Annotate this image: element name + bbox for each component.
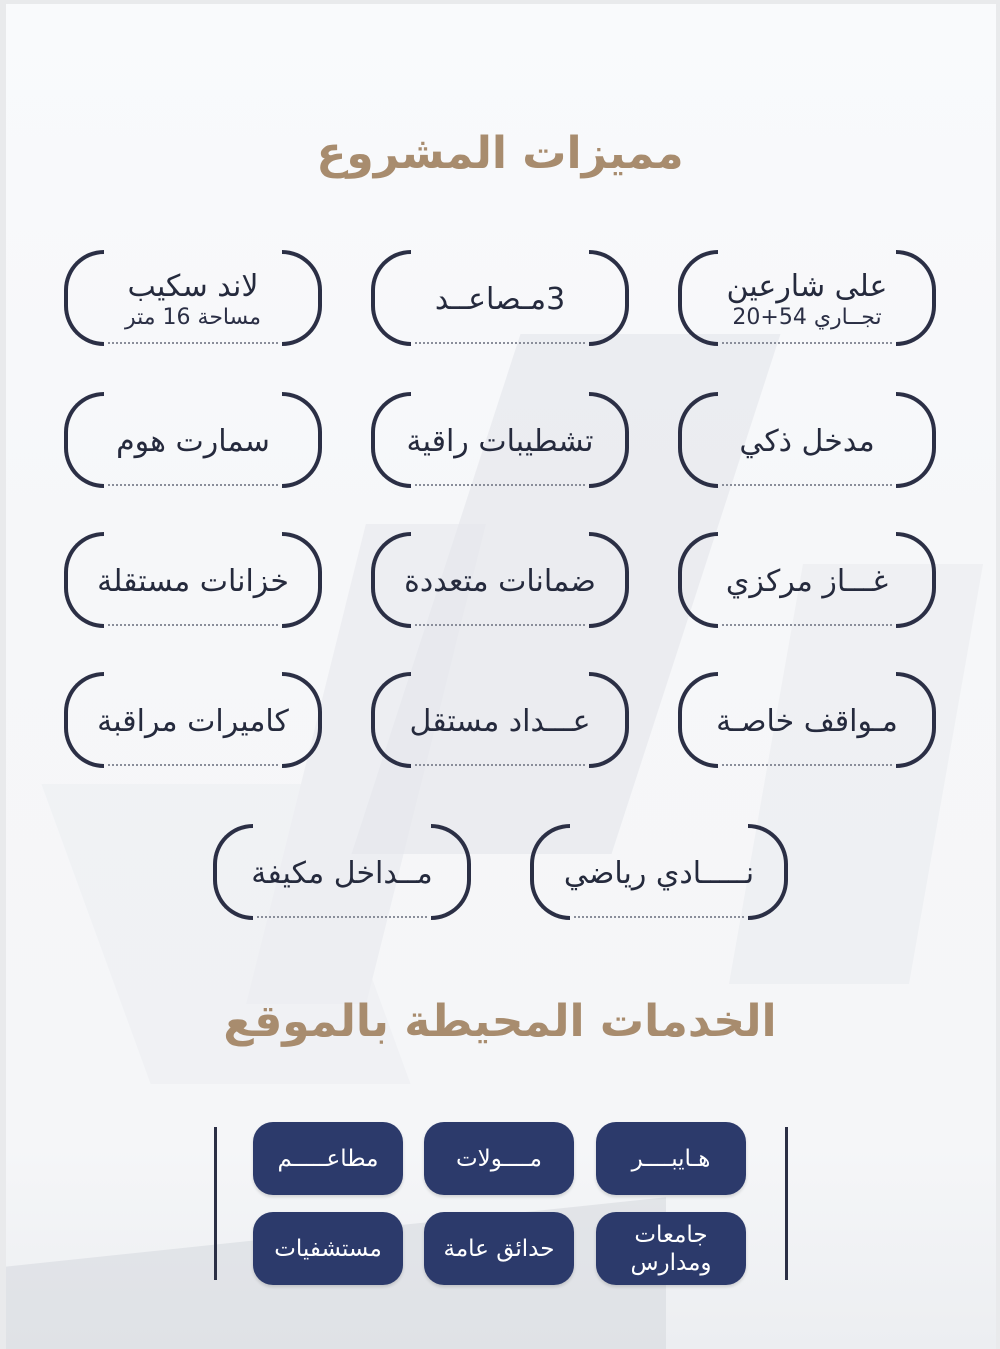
left-bracket-icon bbox=[371, 250, 411, 346]
feature-landscape bbox=[64, 250, 322, 350]
left-bracket-icon bbox=[678, 672, 718, 768]
feature-label: نـــــادي رياضي bbox=[563, 856, 755, 891]
right-bracket-icon bbox=[431, 824, 471, 920]
service-malls: مــــولات bbox=[424, 1122, 574, 1195]
service-hyper: هـايبــــر bbox=[596, 1122, 746, 1195]
feature-label: خزانات مستقلة bbox=[97, 564, 289, 599]
services-title: الخدمات المحيطة بالموقع bbox=[223, 996, 777, 1047]
feature-private-parking bbox=[678, 672, 936, 772]
feature-sports-club bbox=[530, 824, 788, 924]
feature-independent-tanks bbox=[64, 532, 322, 632]
service-hospitals: مستشفيات bbox=[253, 1212, 403, 1285]
feature-sublabel: تجــاري 54+20 bbox=[732, 305, 882, 330]
feature-label: مـواقف خاصـة bbox=[716, 704, 898, 739]
left-bracket-icon bbox=[64, 250, 104, 346]
right-bracket-icon bbox=[748, 824, 788, 920]
right-bracket-icon bbox=[282, 532, 322, 628]
feature-label: لاند سكيب bbox=[127, 269, 259, 304]
features-title: مميزات المشروع bbox=[316, 128, 684, 179]
dotted-divider bbox=[108, 484, 278, 486]
dotted-divider bbox=[722, 484, 892, 486]
right-divider-line bbox=[785, 1127, 788, 1280]
left-bracket-icon bbox=[371, 392, 411, 488]
right-bracket-icon bbox=[896, 250, 936, 346]
feature-two-streets bbox=[678, 250, 936, 350]
left-bracket-icon bbox=[64, 532, 104, 628]
dotted-divider bbox=[722, 764, 892, 766]
dotted-divider bbox=[415, 484, 585, 486]
right-bracket-icon bbox=[282, 392, 322, 488]
feature-label: عـــداد مستقل bbox=[409, 704, 591, 739]
service-restaurants: مطاعـــــم bbox=[253, 1122, 403, 1195]
service-public-parks: حدائق عامة bbox=[424, 1212, 574, 1285]
right-bracket-icon bbox=[896, 392, 936, 488]
feature-air-conditioned-entrances bbox=[213, 824, 471, 924]
right-bracket-icon bbox=[282, 250, 322, 346]
left-bracket-icon bbox=[371, 532, 411, 628]
feature-label: 3مـصاعــد bbox=[434, 282, 566, 317]
feature-label: غـــاز مركزي bbox=[725, 564, 889, 599]
service-universities-schools: جامعات ومدارس bbox=[596, 1212, 746, 1285]
feature-label: مــداخل مكيفة bbox=[251, 856, 433, 891]
left-bracket-icon bbox=[678, 392, 718, 488]
dotted-divider bbox=[108, 764, 278, 766]
right-bracket-icon bbox=[589, 532, 629, 628]
left-bracket-icon bbox=[530, 824, 570, 920]
feature-label: تشطيبات راقية bbox=[406, 424, 594, 459]
feature-label: مدخل ذكي bbox=[739, 424, 875, 459]
feature-security-cameras bbox=[64, 672, 322, 772]
dotted-divider bbox=[415, 342, 585, 344]
dotted-divider bbox=[257, 916, 427, 918]
feature-label: على شارعين bbox=[726, 269, 888, 304]
left-bracket-icon bbox=[678, 532, 718, 628]
dotted-divider bbox=[108, 624, 278, 626]
dotted-divider bbox=[722, 624, 892, 626]
feature-label: كاميرات مراقبة bbox=[97, 704, 289, 739]
dotted-divider bbox=[108, 342, 278, 344]
feature-elevators bbox=[371, 250, 629, 350]
left-bracket-icon bbox=[64, 672, 104, 768]
left-bracket-icon bbox=[371, 672, 411, 768]
feature-central-gas bbox=[678, 532, 936, 632]
dotted-divider bbox=[722, 342, 892, 344]
right-bracket-icon bbox=[589, 392, 629, 488]
right-bracket-icon bbox=[282, 672, 322, 768]
feature-label: سمارت هوم bbox=[116, 424, 270, 459]
dotted-divider bbox=[415, 624, 585, 626]
left-bracket-icon bbox=[64, 392, 104, 488]
dotted-divider bbox=[574, 916, 744, 918]
right-bracket-icon bbox=[589, 672, 629, 768]
right-bracket-icon bbox=[896, 672, 936, 768]
right-bracket-icon bbox=[589, 250, 629, 346]
left-bracket-icon bbox=[213, 824, 253, 920]
right-bracket-icon bbox=[896, 532, 936, 628]
feature-label: ضمانات متعددة bbox=[404, 564, 596, 599]
feature-luxury-finishes bbox=[371, 392, 629, 492]
left-divider-line bbox=[214, 1127, 217, 1280]
feature-multiple-warranties bbox=[371, 532, 629, 632]
left-bracket-icon bbox=[678, 250, 718, 346]
feature-sublabel: مساحة 16 متر bbox=[124, 305, 262, 330]
feature-smart-home bbox=[64, 392, 322, 492]
feature-independent-meter bbox=[371, 672, 629, 772]
feature-smart-entrance bbox=[678, 392, 936, 492]
dotted-divider bbox=[415, 764, 585, 766]
